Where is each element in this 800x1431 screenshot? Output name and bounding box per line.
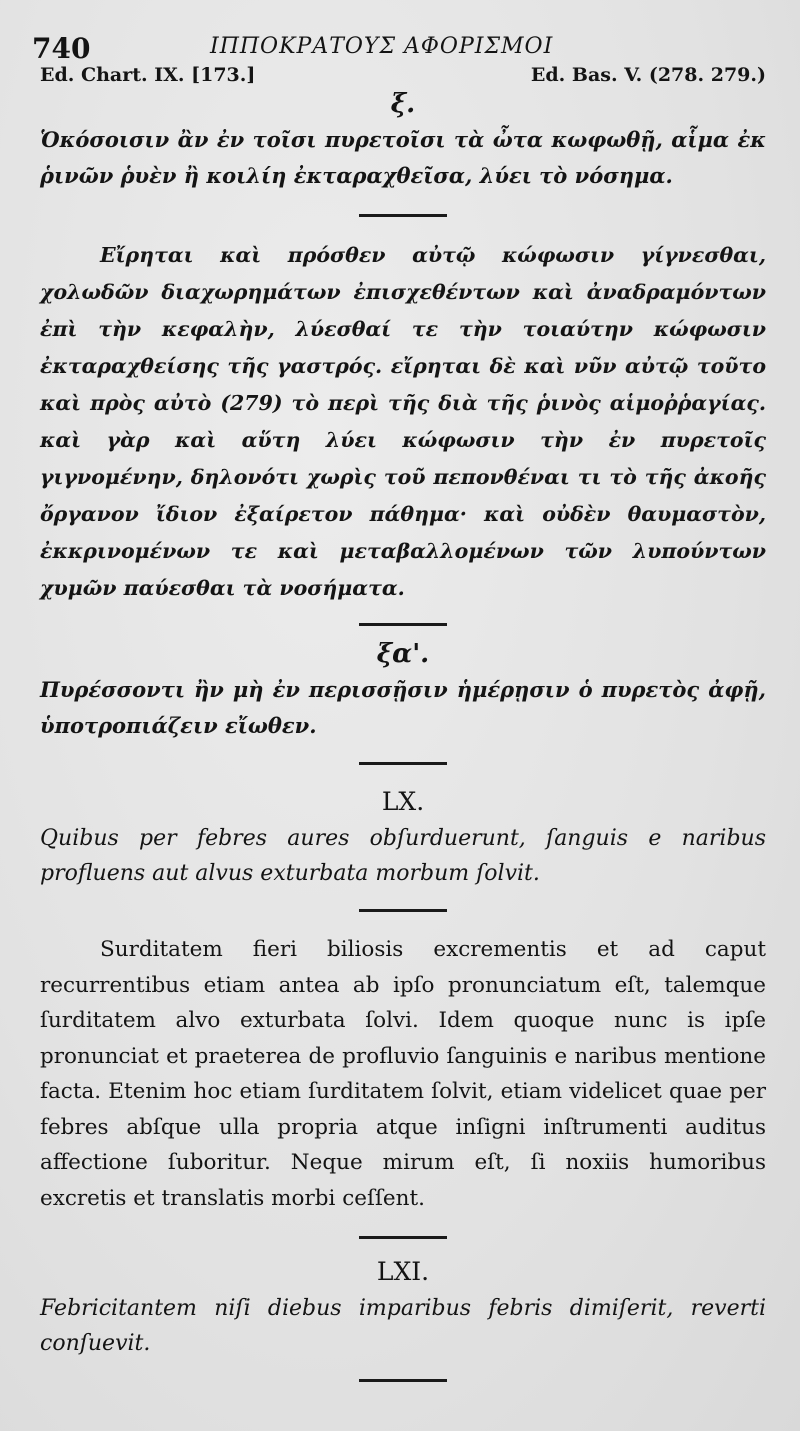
section-rule bbox=[359, 214, 447, 217]
aphorism-number-greek-61: ξα'. bbox=[376, 639, 430, 669]
running-title: ΙΠΠΟΚΡΑΤΟΥΣ ΑΦΟΡΙΣΜΟΙ bbox=[210, 34, 554, 59]
aphorism-number-latin-61: LXI. bbox=[376, 1257, 430, 1286]
running-head bbox=[32, 28, 766, 68]
section-rule bbox=[359, 1379, 447, 1382]
aphorism-text-latin-61: Febricitantem niſi diebus imparibus febris dimiſerit, reverti conſuevit. bbox=[40, 1296, 766, 1356]
section-rule bbox=[359, 909, 447, 912]
aphorism-number-greek-60: ξ. bbox=[390, 89, 416, 119]
section-rule bbox=[359, 623, 447, 626]
edition-basel-reference: Ed. Bas. V. (278. 279.) bbox=[530, 64, 766, 86]
commentary-text-latin-60: Surditatem fieri biliosis excrementis et ad caput recurrentibus etiam antea ab ipſo pronunciatum eſt, talemque ſurditatem alvo exturbata ſolvi. Idem quoque nunc is ipſe pronunciat et praeterea de profluvio ſanguinis e naribus mentione facta. Etenim hoc etiam ſurditatem ſolvit, etiam videlicet quae per febres abſque ulla propria atque inſigni inſtrumenti auditus affectione ſuboritur. Neque mirum eſt, ſi noxiis humoribus excretis et translatis morbi ceſſent. bbox=[40, 937, 766, 1211]
aphorism-number-latin-60: LX. bbox=[381, 787, 425, 816]
page-number: 740 bbox=[32, 32, 91, 65]
aphorism-text-greek-61: Πυρέσσοντι ἢν μὴ ἐν περισσῇσιν ἡμέρῃσιν ὁ πυρετὸς ἀφῇ, ὑποτροπιάζειν εἴωθεν. bbox=[40, 677, 766, 738]
edition-chart-reference: Ed. Chart. IX. [173.] bbox=[40, 64, 256, 86]
commentary-text-greek-60: Εἴρηται καὶ πρόσθεν αὐτῷ κώφωσιν γίγνεσθαι, χολωδῶν διαχωρημάτων ἐπισχεθέντων καὶ ἀναδραμόντων ἐπὶ τὴν κεφαλὴν, λύεσθαί τε τὴν τοιαύτην κώφωσιν ἐκταραχθείσης τῆς γαστρός. εἴρηται δὲ καὶ νῦν αὐτῷ τοῦτο καὶ πρὸς αὐτὸ (279) τὸ περὶ τῆς διὰ τῆς ῥινὸς αἱμοῤῥαγίας. καὶ γὰρ καὶ αὕτη λύει κώφωσιν τὴν ἐν πυρετοῖς γιγνομένην, δηλονότι χωρὶς τοῦ πεπονθέναι τι τὸ τῆς ἀκοῆς ὄργανον ἴδιον ἐξαίρετον πάθημα· καὶ οὐδὲν θαυμαστὸν, ἐκκρινομένων τε καὶ μεταβαλλομένων τῶν λυπούντων χυμῶν παύεσθαι τὰ νοσήματα. bbox=[40, 243, 766, 600]
aphorism-text-greek-60: Ὁκόσοισιν ἂν ἐν τοῖσι πυρετοῖσι τὰ ὦτα κωφωθῇ, αἷμα ἐκ ῥινῶν ῥυὲν ἢ κοιλίη ἐκταραχθεῖσα, λύει τὸ νόσημα. bbox=[40, 127, 766, 188]
section-rule bbox=[359, 762, 447, 765]
aphorism-text-latin-60: Quibus per febres aures obſurduerunt, ſanguis e naribus profluens aut alvus exturbata morbum ſolvit. bbox=[40, 826, 766, 886]
section-rule bbox=[359, 1236, 447, 1239]
